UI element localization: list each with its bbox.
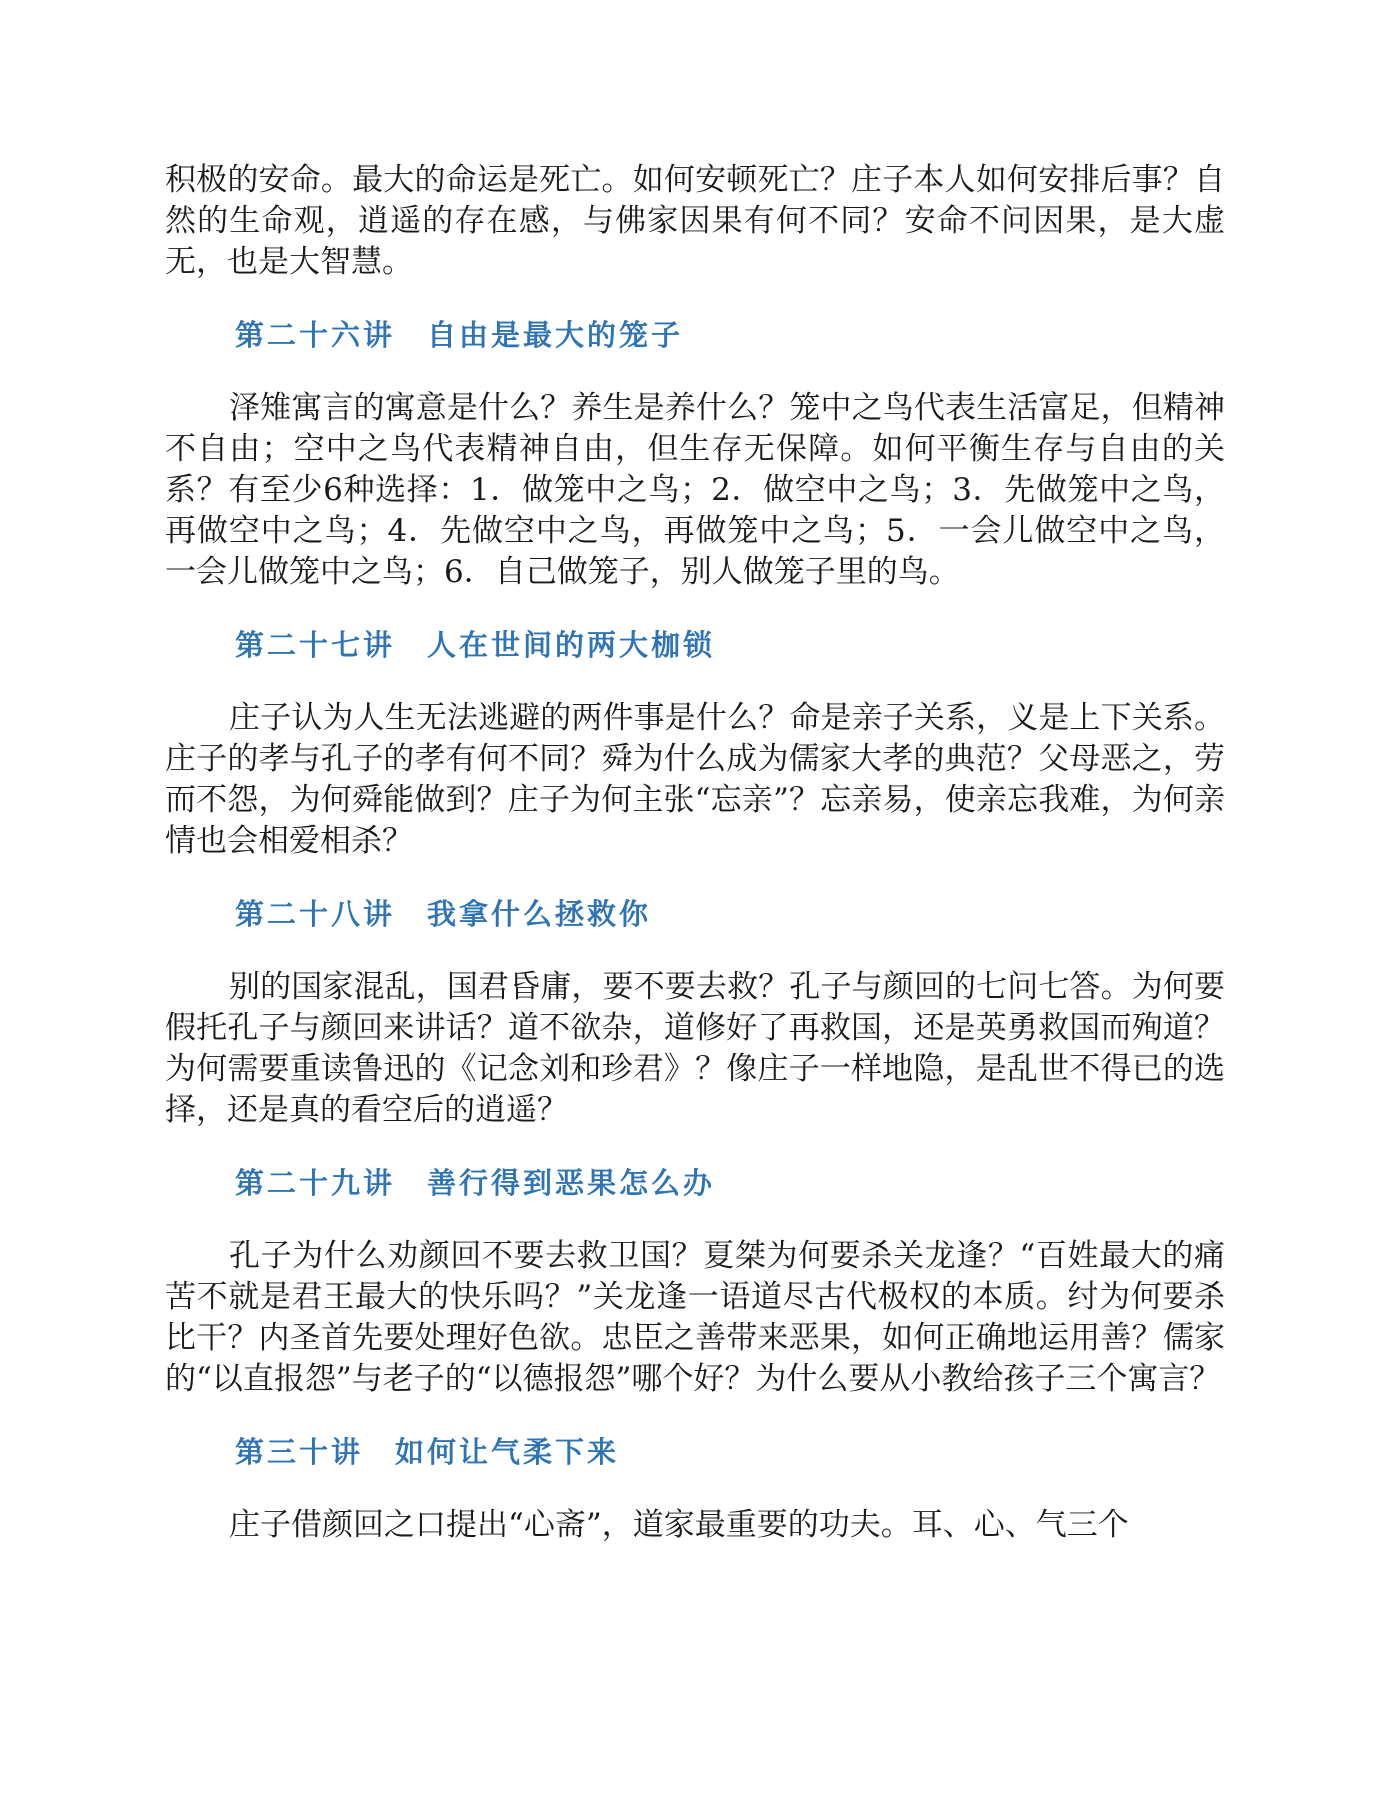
lecture-heading-26: 第二十六讲 自由是最大的笼子: [235, 318, 684, 352]
paragraph-lecture-26: 泽雉寓言的寓意是什么？养生是养什么？笼中之鸟代表生活富足，但精神不自由；空中之鸟代表精神自由，但生存无保障。如何平衡生存与自由的关系？有至少6种选择：1．做笼中之鸟；2．做空中之鸟；3．先做笼中之鸟，再做空中之鸟；4．先做空中之鸟，再做笼中之鸟；5．一会儿做空中之鸟，一会儿做笼中之鸟；6．自己做笼子，别人做笼子里的鸟。: [165, 390, 1225, 590]
lecture-heading-29: 第二十九讲 善行得到恶果怎么办: [235, 1166, 716, 1200]
lecture-heading-27: 第二十七讲 人在世间的两大枷锁: [235, 628, 716, 662]
paragraph-lecture-28: 别的国家混乱，国君昏庸，要不要去救？孔子与颜回的七问七答。为何要假托孔子与颜回来讲话？道不欲杂，道修好了再救国，还是英勇救国而殉道？为何需要重读鲁迅的《记念刘和珍君》？像庄子一样地隐，是乱世不得已的选择，还是真的看空后的逍遥？: [165, 969, 1225, 1128]
document-body: [165, 160, 1225, 1546]
lecture-heading-28: 第二十八讲 我拿什么拯救你: [235, 897, 652, 931]
paragraph-lecture-29: 孔子为什么劝颜回不要去救卫国？夏桀为何要杀关龙逢？“百姓最大的痛苦不就是君王最大的快乐吗？”关龙逢一语道尽古代极权的本质。纣为何要杀比干？内圣首先要处理好色欲。忠臣之善带来恶果，如何正确地运用善？儒家的“以直报怨”与老子的“以德报怨”哪个好？为什么要从小教给孩子三个寓言？: [165, 1238, 1225, 1397]
paragraph-lecture-27: 庄子认为人生无法逃避的两件事是什么？命是亲子关系，义是上下关系。庄子的孝与孔子的孝有何不同？舜为什么成为儒家大孝的典范？父母恶之，劳而不怨，为何舜能做到？庄子为何主张“忘亲”？忘亲易，使亲忘我难，为何亲情也会相爱相杀？: [165, 700, 1225, 859]
lecture-heading-30: 第三十讲 如何让气柔下来: [235, 1435, 620, 1469]
paragraph-intro: 积极的安命。最大的命运是死亡。如何安顿死亡？庄子本人如何安排后事？自然的生命观，逍遥的存在感，与佛家因果有何不同？安命不问因果，是大虚无，也是大智慧。: [165, 162, 1225, 280]
paragraph-lecture-30: 庄子借颜回之口提出“心斋”，道家最重要的功夫。耳、心、气三个: [229, 1507, 1129, 1543]
